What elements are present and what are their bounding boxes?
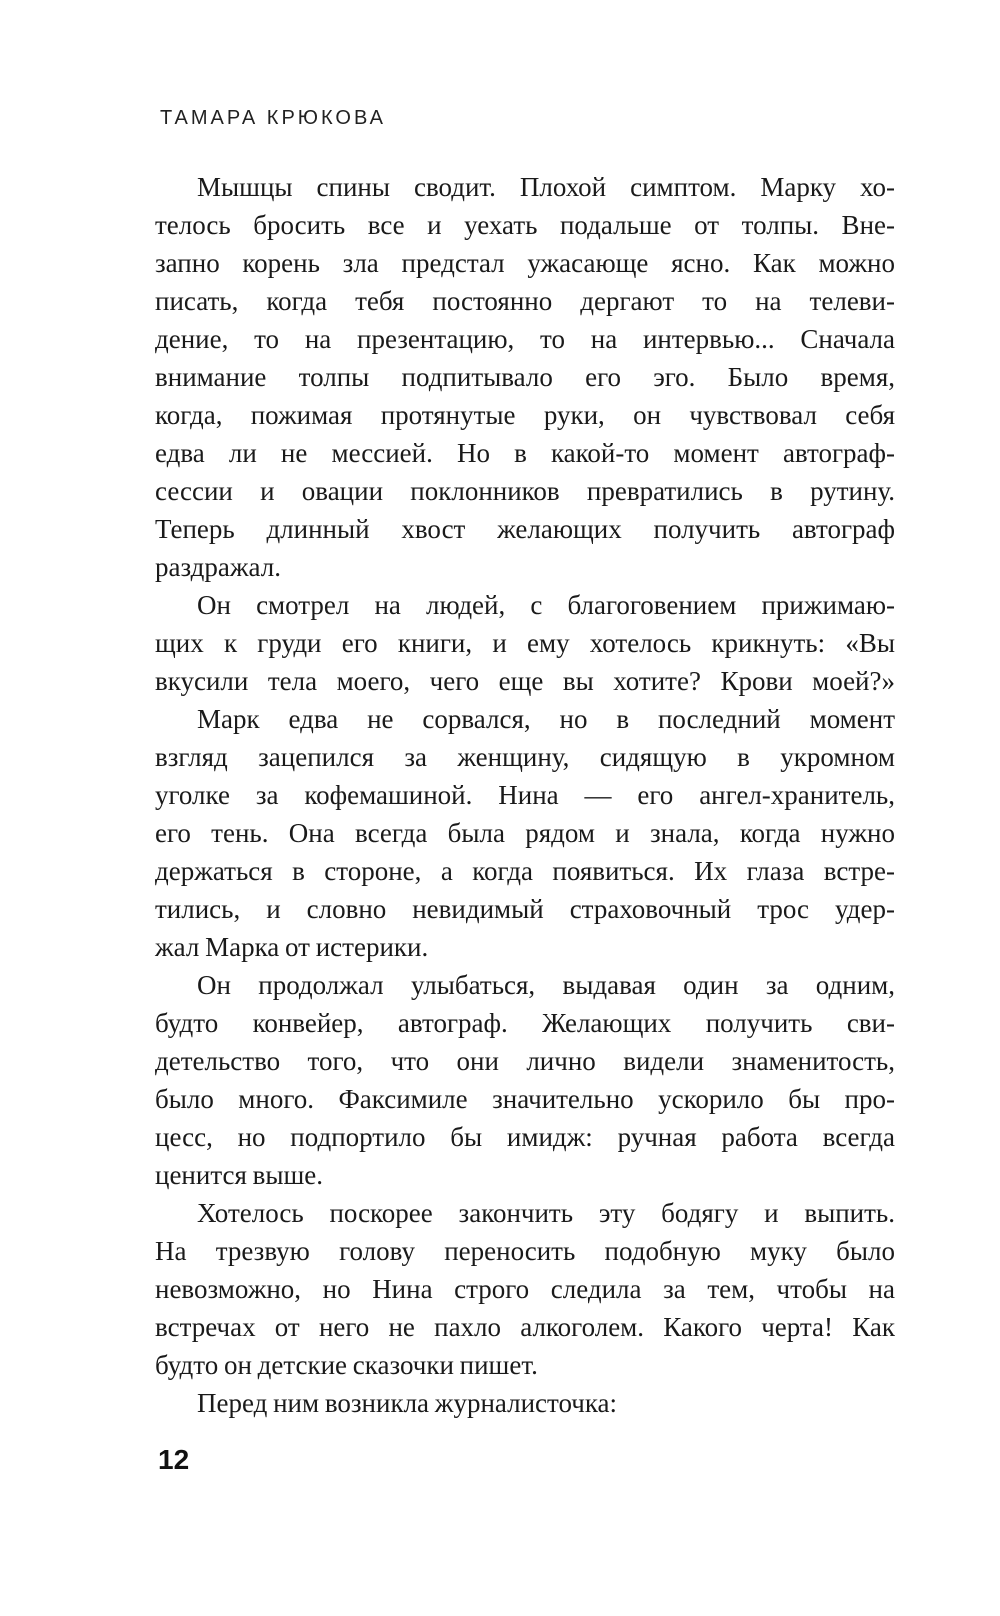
text-line: его тень. Она всегда была рядом и знала, когда нужно bbox=[155, 818, 895, 848]
text-line: вкусили тела моего, чего еще вы хотите? Крови моей?» bbox=[155, 666, 895, 696]
text-line: Он смотрел на людей, с благоговением прижимаю- bbox=[197, 590, 895, 620]
text-line: сессии и овации поклонников превратились в рутину. bbox=[155, 476, 895, 506]
text-line: жал Марка от истерики. bbox=[155, 932, 429, 962]
text-line: детельство того, что они лично видели знаменитость, bbox=[155, 1046, 895, 1076]
text-line: Хотелось поскорее закончить эту бодягу и выпить. bbox=[197, 1198, 895, 1228]
text-line: уголке за кофемашиной. Нина — его ангел-хранитель, bbox=[155, 780, 895, 810]
text-line: взгляд зацепился за женщину, сидящую в укромном bbox=[155, 742, 895, 772]
paragraph bbox=[155, 1384, 895, 1422]
text-line: когда, пожимая протянутые руки, он чувствовал себя bbox=[155, 400, 895, 430]
text-line: Перед ним возникла журналисточка: bbox=[197, 1388, 618, 1418]
text-line: было много. Факсимиле значительно ускорило бы про- bbox=[155, 1084, 895, 1114]
text-line: На трезвую голову переносить подобную муку было bbox=[155, 1236, 895, 1266]
text-line: внимание толпы подпитывало его эго. Было время, bbox=[155, 362, 895, 392]
text-line: ценится выше. bbox=[155, 1160, 324, 1190]
text-line: тились, и словно невидимый страховочный трос удер- bbox=[155, 894, 895, 924]
text-line: Мышцы спины сводит. Плохой симптом. Марку хо- bbox=[197, 172, 895, 202]
text-line: держаться в стороне, а когда появиться. Их глаза встре- bbox=[155, 856, 895, 886]
text-line: цесс, но подпортило бы имидж: ручная работа всегда bbox=[155, 1122, 895, 1152]
text-line: дение, то на презентацию, то на интервью... Сначала bbox=[155, 324, 895, 354]
text-line: Марк едва не сорвался, но в последний момент bbox=[197, 704, 895, 734]
text-line: щих к груди его книги, и ему хотелось крикнуть: «Вы bbox=[155, 628, 895, 658]
text-line: едва ли не мессией. Но в какой-то момент автограф- bbox=[155, 438, 895, 468]
text-line: телось бросить все и уехать подальше от толпы. Вне- bbox=[155, 210, 895, 240]
text-line: будто он детские сказочки пишет. bbox=[155, 1350, 538, 1380]
text-line: невозможно, но Нина строго следила за тем, чтобы на bbox=[155, 1274, 895, 1304]
text-line: запно корень зла предстал ужасающе ясно. Как можно bbox=[155, 248, 895, 278]
paragraph bbox=[155, 700, 895, 966]
paragraph bbox=[155, 966, 895, 1194]
text-line: писать, когда тебя постоянно дергают то на телеви- bbox=[155, 286, 895, 316]
running-header: ТАМАРА КРЮКОВА bbox=[160, 107, 386, 129]
text-line: Теперь длинный хвост желающих получить автограф bbox=[155, 514, 895, 544]
paragraph bbox=[155, 586, 895, 700]
text-block bbox=[155, 168, 895, 1422]
text-line: Он продолжал улыбаться, выдавая один за одним, bbox=[197, 970, 895, 1000]
text-line: раздражал. bbox=[155, 552, 281, 582]
text-line: будто конвейер, автограф. Желающих получить сви- bbox=[155, 1008, 895, 1038]
paragraph bbox=[155, 168, 895, 586]
paragraph bbox=[155, 1194, 895, 1384]
text-line: встречах от него не пахло алкоголем. Какого черта! Как bbox=[155, 1312, 895, 1342]
page-number: 12 bbox=[158, 1444, 190, 1475]
